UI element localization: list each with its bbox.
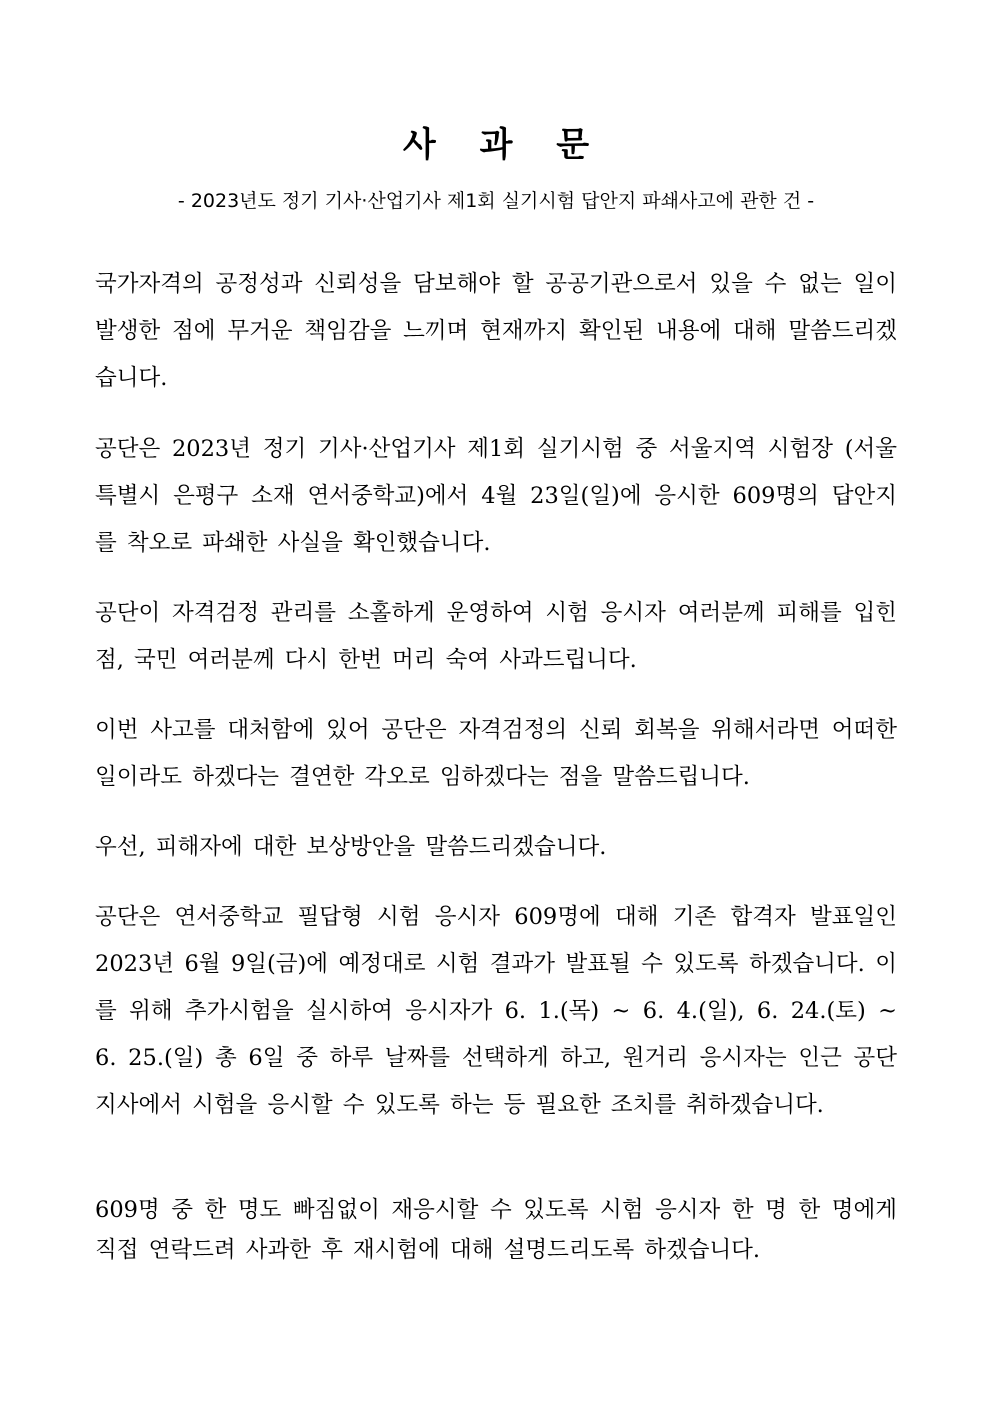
page-subtitle: - 2023년도 정기 기사·산업기사 제1회 실기시험 답안지 파쇄사고에 관한 건 -: [177, 190, 815, 212]
paragraph-compensation-intro: 우선, 피해자에 대한 보상방안을 말씀드리겠습니다.: [95, 834, 607, 860]
paragraph-incident: 공단은 2023년 정기 기사·산업기사 제1회 실기시험 중 서울지역 시험장 (서울특별시 은평구 소재 연서중학교)에서 4월 23일(일)에 응시한 609명의 답안지를 착오로 파쇄한 사실을 확인했습니다.: [95, 436, 897, 556]
page-title: 사 과 문: [402, 125, 606, 165]
paragraph-apology: 공단이 자격검정 관리를 소홀하게 운영하여 시험 응시자 여러분께 피해를 입힌 점, 국민 여러분께 다시 한번 머리 숙여 사과드립니다.: [95, 600, 897, 673]
paragraph-resolve: 이번 사고를 대처함에 있어 공단은 자격검정의 신뢰 회복을 위해서라면 어떠한 일이라도 하겠다는 결연한 각오로 임하겠다는 점을 말씀드립니다.: [95, 717, 897, 790]
paragraph-retest-plan: 공단은 연서중학교 필답형 시험 응시자 609명에 대해 기존 합격자 발표일인 2023년 6월 9일(금)에 예정대로 시험 결과가 발표될 수 있도록 하겠습니다. 이를 위해 추가시험을 실시하여 응시자가 6. 1.(목) ~ 6. 4.(일), 6. 24.(토) ~ 6. 25.(일) 총 6일 중 하루 날짜를 선택하게 하고, 원거리 응시자는 인근 공단 지사에서 시험을 응시할 수 있도록 하는 등 필요한 조치를 취하겠습니다.: [95, 904, 897, 1118]
paragraph-responsibility: 국가자격의 공정성과 신뢰성을 담보해야 할 공공기관으로서 있을 수 없는 일이 발생한 점에 무거운 책임감을 느끼며 현재까지 확인된 내용에 대해 말씀드리겠습니다.: [95, 271, 897, 391]
paragraph-contact-plan: 609명 중 한 명도 빠짐없이 재응시할 수 있도록 시험 응시자 한 명 한 명에게 직접 연락드려 사과한 후 재시험에 대해 설명드리도록 하겠습니다.: [95, 1197, 897, 1263]
